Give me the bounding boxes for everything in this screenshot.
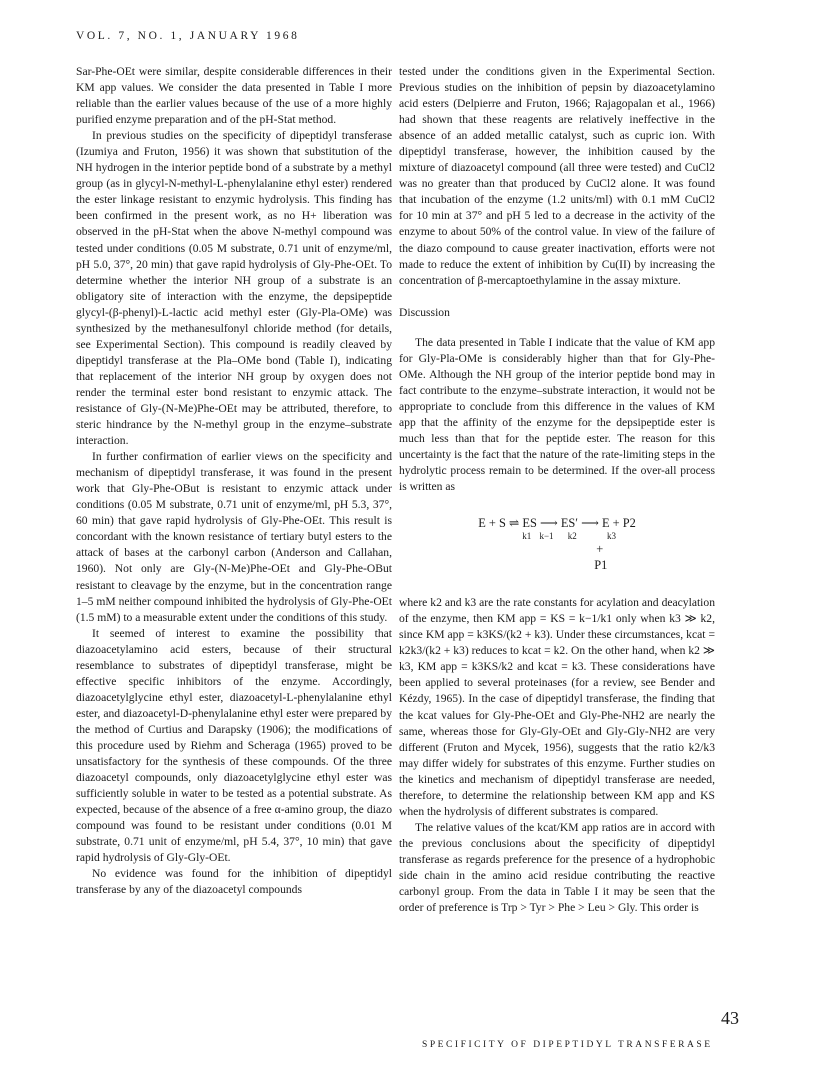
rate-constant: k−1 (539, 531, 554, 542)
paragraph: where k2 and k3 are the rate constants for acylation and deacylation of the enzyme, then KM app = KS = k−1/k1 only when k3 ≫ k2, since KM app = k3KS/(k2 + k3). Under these circumstances, kcat = k2k3/(k2 + k3) reduces to kcat = k2. On the other hand, when k2 ≫ k3, KM app = k3KS/k2 and kcat = k3. These considerations have been applied to several proteinases (for a review, see Bender and Kézdy, 1965). In the case of dipeptidyl transferase, the finding that the kcat values for Gly-Phe-OEt and Gly-Phe-NH2 are nearly the same, whereas those for Gly-Gly-OEt and Gly-Gly-NH2 are very different (Fruton and Mycek, 1956), suggests that the ratio k2/k3 may differ widely for substrates of this enzyme. Further studies on the kinetics and mechanism of dipeptidyl transferase are needed, therefore, to determine the relationship between KM app and KS when the hydrolysis of different substrates is compared. (399, 596, 715, 818)
equation-product: P1 (594, 558, 608, 573)
rate-constant: k1 (522, 531, 532, 542)
running-head: VOL. 7, NO. 1, JANUARY 1968 (76, 30, 300, 42)
right-column (399, 64, 715, 916)
reaction-equation (399, 515, 715, 573)
section-heading: Discussion (399, 305, 450, 319)
running-title: SPECIFICITY OF DIPEPTIDYL TRANSFERASE (422, 1040, 713, 1050)
paragraph: Sar-Phe-OEt were similar, despite considerable differences in their KM app values. We consider the data presented in Table I more reliable than the earlier values because of the use of a more highly purified enzyme preparation and of the pH-Stat method. (76, 65, 392, 127)
paragraph: In further confirmation of earlier views on the specificity and mechanism of dipeptidyl transferase, it was found in the present work that Gly-Phe-OBut is resistant to enzymic attack under conditions (0.05 M substrate, 0.71 unit of enzyme/ml, pH 5.3, 37°, 60 min) that gave rapid hydrolysis of Gly-Phe-OEt. This result is concordant with the known resistance of tertiary butyl esters to the attack of bases at the carbonyl carbon (Anderson and Callahan, 1960). Not only are Gly-(N-Me)Phe-OEt and Gly-Phe-OBut resistant to cleavage by the enzyme, but in the concentration range 1–5 mM neither compound inhibited the hydrolysis of Gly-Phe-OEt (1.5 mM) to a measurable extent under the conditions of this study. (76, 450, 392, 624)
page-number: 43 (721, 1008, 739, 1028)
paragraph: No evidence was found for the inhibition of dipeptidyl transferase by any of the diazoacetyl compounds (76, 867, 392, 897)
rate-constant: k3 (607, 531, 617, 542)
equation-line: E + S ⇌ ES ⟶ ES′ ⟶ E + P2 (478, 516, 636, 531)
paragraph: In previous studies on the specificity of dipeptidyl transferase (Izumiya and Fruton, 1956) it was shown that substitution of the NH hydrogen in the interior peptide bond of a substrate by a methyl group (as in glycyl-N-methyl-L-phenylalanine ethyl ester) rendered the ester linkage resistant to enzymic hydrolysis. This finding has been confirmed in the present work, as no H+ liberation was observed in the pH-Stat when the above N-methyl compound was tested under conditions (0.05 M substrate, 0.71 unit of enzyme/ml, pH 5.0, 37°, 20 min) that gave rapid hydrolysis of Gly-Phe-OEt. To determine whether the interior NH group of a substrate is an obligatory site of interaction with the enzyme, the depsipeptide glycyl-(β-phenyl)-L-lactic acid methyl ester (Gly-Pla-OMe) was synthesized by the methanesulfonyl chloride method (for details, see Experimental Section). This compound is readily cleaved by dipeptidyl transferase at the Pla–OMe bond (Table I), indicating that replacement of the interior NH group by oxygen does not render the terminal ester bond resistant to enzymic attack. The resistance of Gly-(N-Me)Phe-OEt may be attributed, therefore, to steric hindrance by the N-methyl group in the enzyme–substrate interaction. (76, 129, 392, 448)
paragraph: The relative values of the kcat/KM app ratios are in accord with the previous conclusions about the specificity of dipeptidyl transferase as regards preference for the presence of a hydrophobic side chain in the amino acid residue contributing the reactive carbonyl group. From the data in Table I it may be seen that the order of preference is Trp > Tyr > Phe > Leu > Gly. This order is (399, 820, 715, 915)
paragraph: The data presented in Table I indicate that the value of KM app for Gly-Pla-OMe is considerably higher than that for Gly-Phe-OMe. Although the NH group of the interior peptide bond may in fact contribute to the enzyme–substrate interaction, it would not be appropriate to conclude from this difference in the values of KM app that the affinity of the enzyme for the depsipeptide ester is much less than that for the peptide ester. The reason for this uncertainty is the fact that the nature of the rate-limiting steps in the hydrolytic process remain to be determined. If the over-all process is written as (399, 335, 715, 494)
paragraph: tested under the conditions given in the Experimental Section. Previous studies on the inhibition of pepsin by diazoacetylamino acid esters (Delpierre and Fruton, 1966; Rajagopalan et al., 1966) had shown that these reagents are relatively ineffective in the absence of an added metallic catalyst, such as cupric ion. With dipeptidyl transferase, however, the inhibition caused by the mixture of diazoacetyl compound (all three were tested) and CuCl2 was no greater than that produced by CuCl2 alone. It was found that incubation of the enzyme (1.2 units/ml) with 0.1 mM CuCl2 for 10 min at 37° and pH 5 led to a decrease in the activity of the enzyme to about 50% of the control value. In view of the failure of the diazo compound to cause greater inactivation, efforts were not made to reduce the extent of inhibition by Cu(II) by increasing the concentration of β-mercaptoethylamine in the assay mixture. (399, 65, 715, 287)
left-column (76, 64, 392, 898)
equation-plus: + (596, 542, 604, 557)
rate-constant: k2 (567, 531, 577, 542)
paragraph: It seemed of interest to examine the possibility that diazoacetylamino acid esters, because of their structural resemblance to substrates of dipeptidyl transferase, might be effective specific inhibitors of the enzyme. Accordingly, diazoacetylglycine ethyl ester, diazoacetyl-L-phenylalanine ethyl ester, and diazoacetyl-D-phenylalanine ethyl ester were prepared by the method of Curtius and Darapsky (1906); the modifications of this procedure used by Riehm and Scheraga (1965) proved to be unsatisfactory for the synthesis of these compounds. Of the three diazoacetyl compounds, only diazoacetylglycine ethyl ester was sufficiently soluble in water to be tested as a potential substrate. As expected, because of the absence of a free α-amino group, the diazo compound was found to be resistant under conditions (0.01 M substrate, 0.71 unit of enzyme/ml, pH 5.4, 37°, 10 min) that gave rapid hydrolysis of Gly-Gly-OEt. (76, 626, 392, 865)
